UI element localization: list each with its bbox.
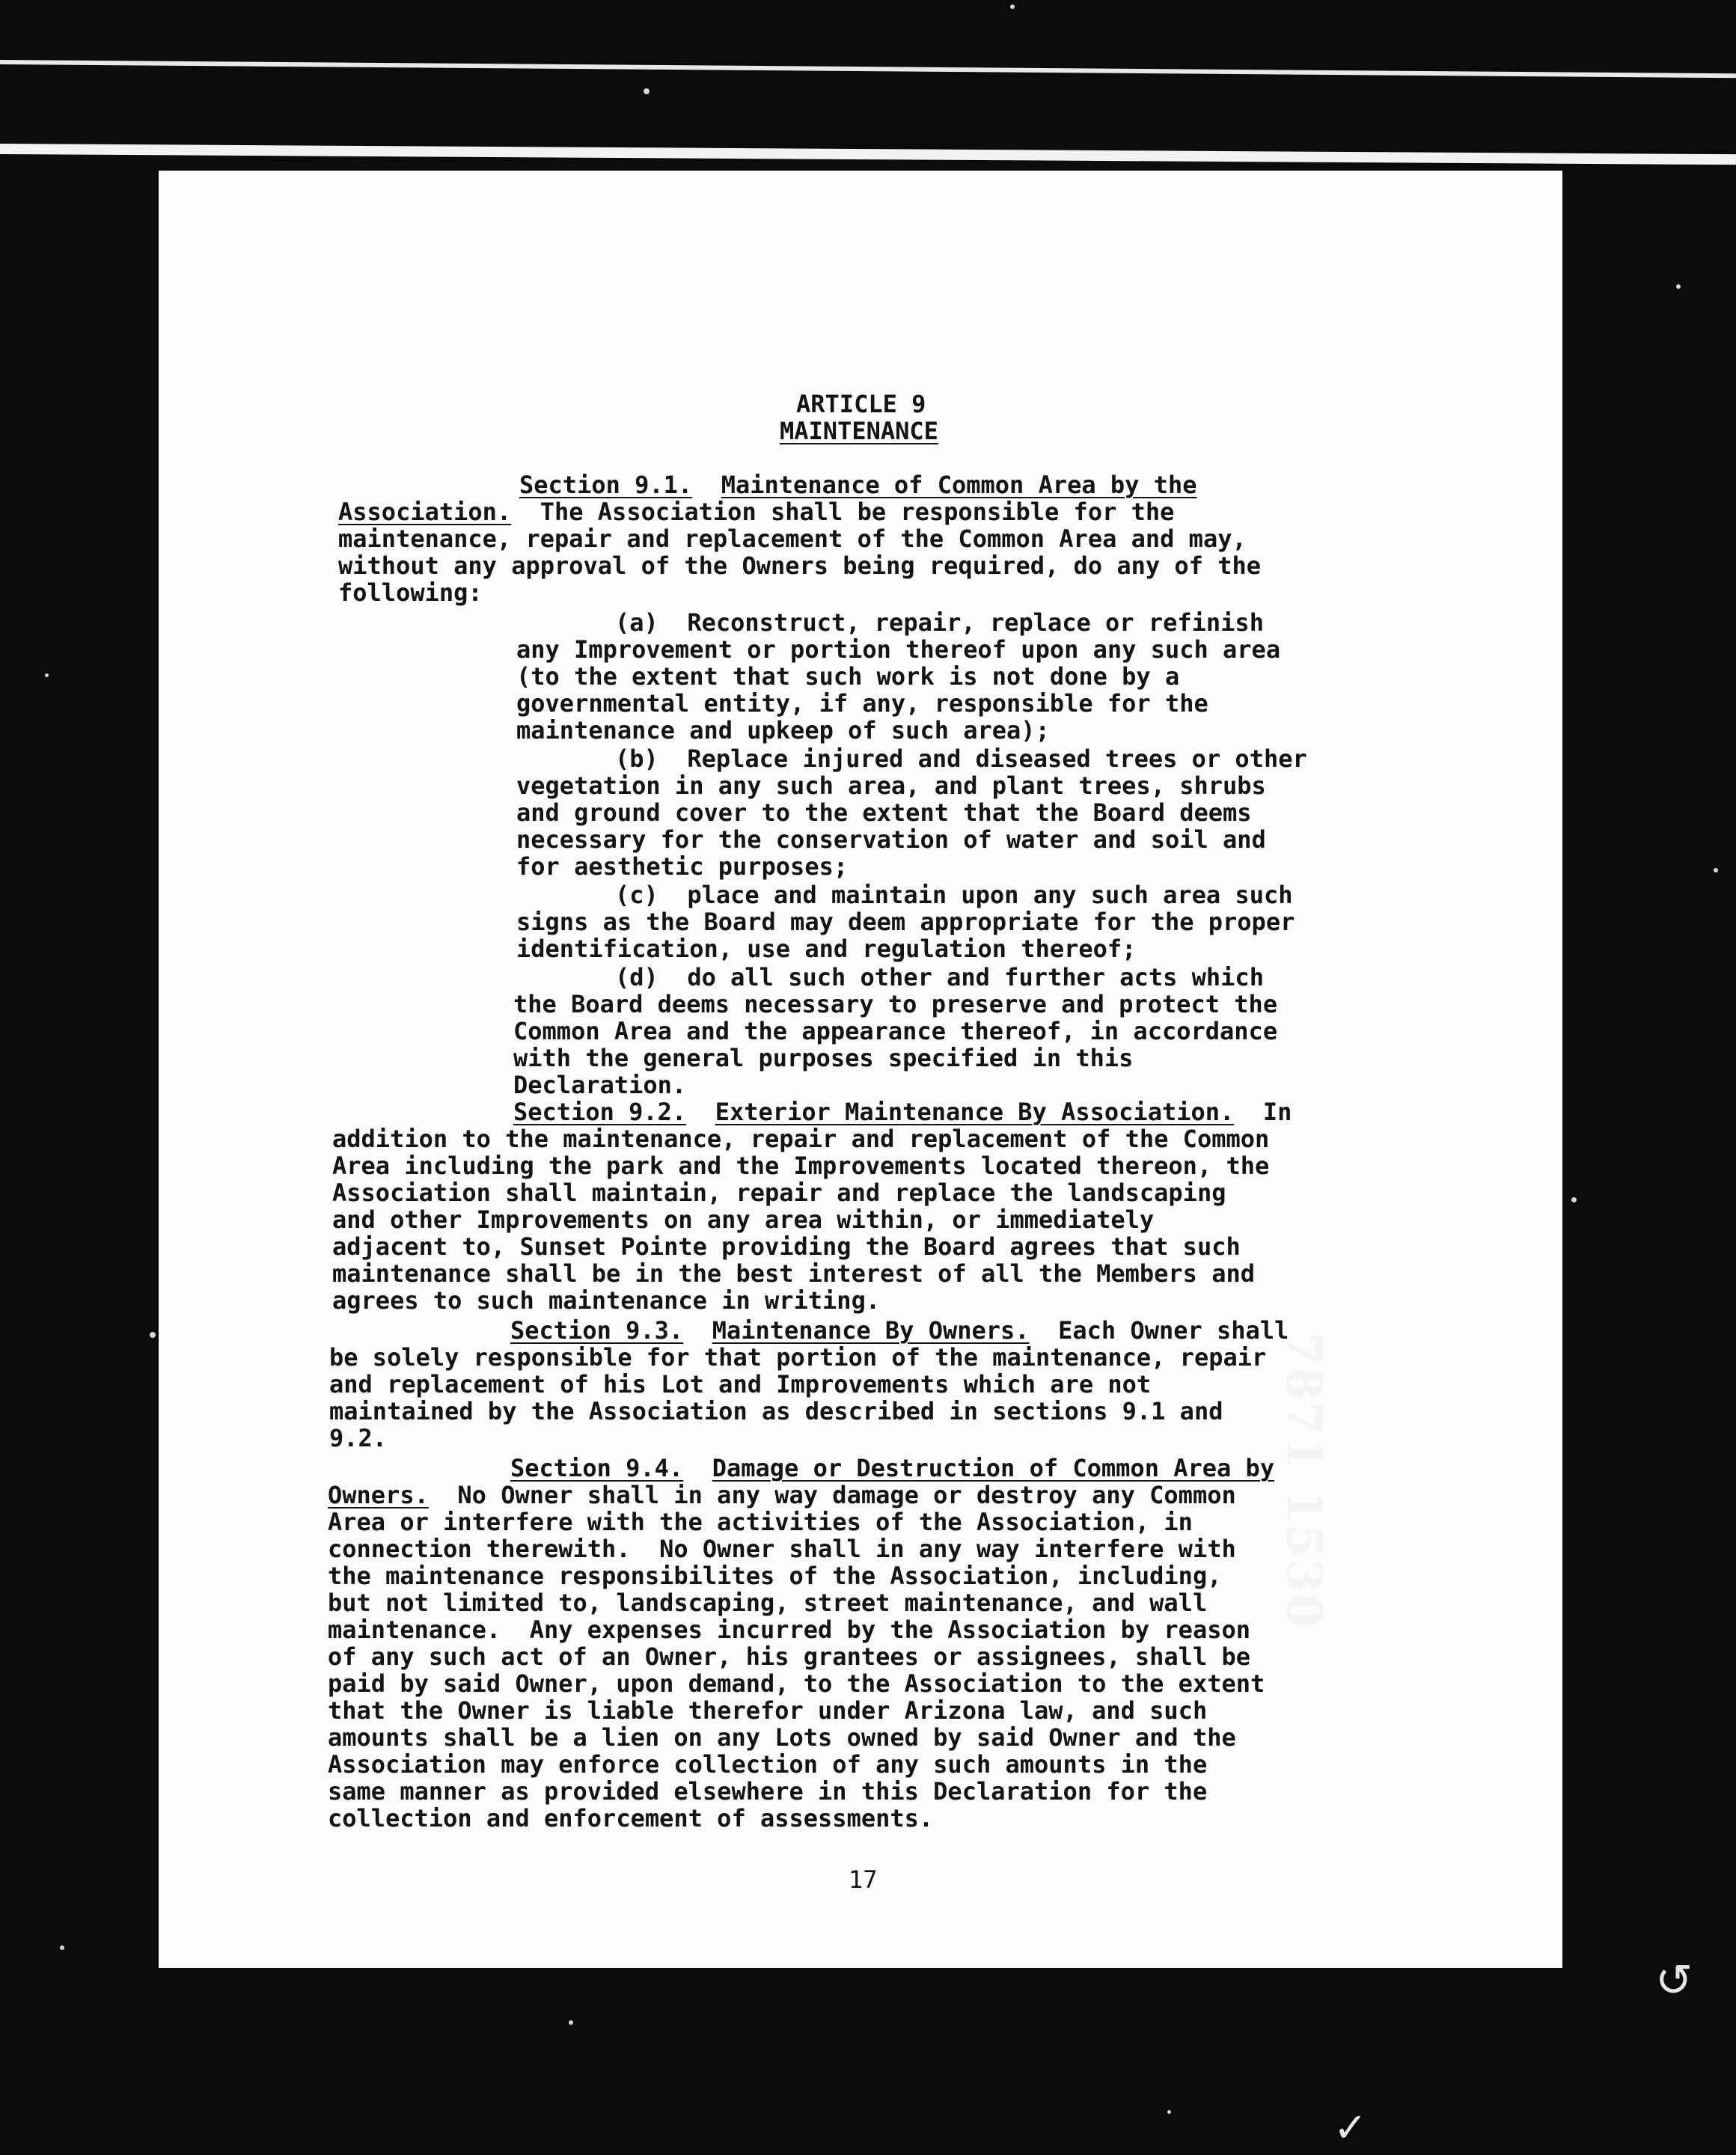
section-heading: Section 9.3.: [510, 1316, 684, 1345]
text-line: agrees to such maintenance in writing.: [332, 1286, 881, 1315]
section-9-3-heading-line: [510, 1317, 1289, 1345]
text-line: maintenance. Any expenses incurred by the Association by reason: [328, 1616, 1250, 1644]
text-line: that the Owner is liable therefor under Arizona law, and such: [328, 1696, 1208, 1725]
list-item: (b) Replace injured and diseased trees or other: [615, 745, 1307, 773]
article-subtitle: MAINTENANCE: [780, 417, 938, 445]
list-item: (d) do all such other and further acts which: [615, 963, 1264, 991]
text-line: Association may enforce collection of any such amounts in the: [328, 1750, 1208, 1779]
text-line: be solely responsible for that portion of the maintenance, repair: [329, 1343, 1267, 1372]
text-line: of any such act of an Owner, his grantees or assignees, shall be: [328, 1642, 1250, 1671]
text-line: and other Improvements on any area within, or immediately: [332, 1205, 1155, 1234]
section-title: Damage or Destruction of Common Area by: [712, 1454, 1275, 1482]
text-line: Association shall maintain, repair and replace the landscaping: [332, 1179, 1226, 1207]
list-item: signs as the Board may deem appropriate for the proper: [516, 908, 1295, 936]
text-line: In: [1262, 1098, 1292, 1126]
list-item: (to the extent that such work is not done by a: [516, 662, 1180, 691]
text-line: Each Owner shall: [1058, 1316, 1289, 1345]
section-title: Maintenance of Common Area by the: [721, 471, 1197, 499]
section-9-4-line: [328, 1482, 1236, 1509]
section-9-2-heading-line: [513, 1098, 1292, 1126]
scan-speck: [1714, 868, 1718, 872]
list-item: and ground cover to the extent that the Board deems: [516, 798, 1252, 827]
list-item: maintenance and upkeep of such area);: [516, 716, 1050, 745]
list-item: governmental entity, if any, responsible for the: [516, 689, 1208, 718]
list-item: with the general purposes specified in this: [513, 1044, 1134, 1072]
text-line: connection therewith. No Owner shall in any way interfere with: [328, 1535, 1236, 1563]
list-item: (a) Reconstruct, repair, replace or refinish: [615, 608, 1264, 637]
margin-stamp: 7871 1530: [1276, 1332, 1332, 1629]
text-line: amounts shall be a lien on any Lots owned by said Owner and the: [328, 1723, 1236, 1752]
section-title: Owners.: [328, 1481, 429, 1509]
list-item: the Board deems necessary to preserve and protect the: [513, 990, 1278, 1018]
text-line: adjacent to, Sunset Pointe providing the Board agrees that such: [332, 1232, 1241, 1261]
text-line: maintenance shall be in the best interest of all the Members and: [332, 1259, 1255, 1288]
section-9-1-line: [338, 498, 1174, 526]
section-heading: Section 9.4.: [510, 1454, 684, 1482]
scan-speck: [1676, 284, 1681, 289]
document-page: [159, 171, 1562, 1968]
section-title: Association.: [338, 498, 512, 526]
scan-mark: ↺: [1655, 1954, 1693, 2007]
text-line: but not limited to, landscaping, street maintenance, and wall: [328, 1589, 1208, 1617]
section-9-1-heading-line: [519, 471, 1196, 499]
list-item: Declaration.: [513, 1071, 687, 1099]
scan-mark: ✓: [1333, 2104, 1368, 2151]
list-item: for aesthetic purposes;: [516, 852, 849, 881]
scan-speck: [45, 673, 49, 677]
scan-speck: [150, 1332, 156, 1338]
list-item: necessary for the conservation of water and soil and: [516, 825, 1266, 854]
list-item: vegetation in any such area, and plant trees, shrubs: [516, 771, 1266, 800]
text-line: No Owner shall in any way damage or destroy any Common: [457, 1481, 1236, 1509]
text-line: addition to the maintenance, repair and replacement of the Common: [332, 1125, 1270, 1153]
text-line: the maintenance responsibilites of the Association, including,: [328, 1562, 1222, 1590]
section-heading: Section 9.1.: [519, 471, 693, 499]
section-9-4-heading-line: [510, 1455, 1274, 1482]
list-item: Common Area and the appearance thereof, in accordance: [513, 1017, 1278, 1045]
scan-speck: [569, 2020, 573, 2025]
text-line: Area including the park and the Improvements located thereon, the: [332, 1152, 1270, 1180]
list-item: any Improvement or portion thereof upon any such area: [516, 635, 1281, 664]
scan-speck: [1167, 2110, 1171, 2114]
scan-edge-line-top: [0, 60, 1736, 78]
text-line: 9.2.: [329, 1424, 388, 1452]
text-line: Area or interfere with the activities of the Association, in: [328, 1508, 1193, 1536]
text-line: maintained by the Association as described in sections 9.1 and: [329, 1397, 1223, 1425]
section-title: Exterior Maintenance By Association.: [715, 1098, 1235, 1126]
text-line: and replacement of his Lot and Improvements which are not: [329, 1370, 1152, 1399]
text-line: The Association shall be responsible for the: [540, 498, 1175, 526]
list-item: identification, use and regulation thereof;: [516, 935, 1137, 963]
section-title: Maintenance By Owners.: [712, 1316, 1030, 1345]
text-line: without any approval of the Owners being required, do any of the: [338, 551, 1261, 580]
page-number: 17: [849, 1865, 878, 1894]
text-line: following:: [338, 578, 483, 607]
scan-speck: [60, 1945, 64, 1950]
text-line: same manner as provided elsewhere in this Declaration for the: [328, 1777, 1208, 1806]
text-line: paid by said Owner, upon demand, to the Association to the extent: [328, 1669, 1265, 1698]
scan-edge-line: [0, 144, 1736, 165]
text-line: maintenance, repair and replacement of the Common Area and may,: [338, 525, 1247, 553]
scan-speck: [644, 88, 650, 94]
list-item: (c) place and maintain upon any such area such: [615, 881, 1293, 909]
section-heading: Section 9.2.: [513, 1098, 687, 1126]
scan-speck: [1010, 4, 1015, 9]
text-line: collection and enforcement of assessments.: [328, 1804, 934, 1832]
article-title: ARTICLE 9: [796, 390, 926, 418]
scan-speck: [1571, 1197, 1577, 1202]
document-body: [159, 171, 1562, 1968]
